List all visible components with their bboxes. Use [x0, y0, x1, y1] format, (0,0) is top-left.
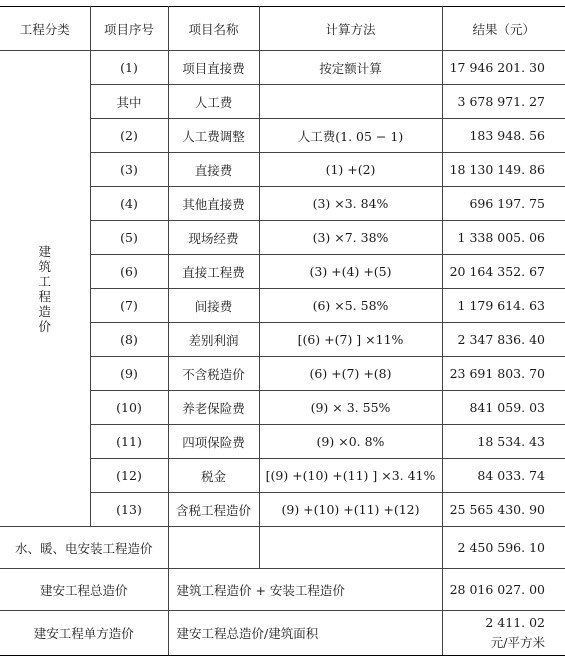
header-result: 结果（元） — [442, 7, 565, 51]
result-value: 23 691 803. 70 — [442, 357, 565, 391]
item-no: (2) — [90, 119, 168, 153]
item-name: 人工费 — [168, 85, 259, 119]
total-method: 建筑工程造价 + 安装工程造价 — [168, 569, 442, 611]
item-no: (3) — [90, 153, 168, 187]
calc-method: (9) × 3. 55% — [259, 391, 442, 425]
header-item-name: 项目名称 — [168, 7, 259, 51]
install-result: 2 450 596. 10 — [442, 527, 565, 569]
result-value: 3 678 971. 27 — [442, 85, 565, 119]
item-no: (12) — [90, 459, 168, 493]
calc-method: (1) +(2) — [259, 153, 442, 187]
item-no: 其中 — [90, 85, 168, 119]
calc-method: (9) +(10) +(11) +(12) — [259, 493, 442, 527]
calc-method: (9) ×0. 8% — [259, 425, 442, 459]
result-value: 841 059. 03 — [442, 391, 565, 425]
install-empty-name — [168, 527, 259, 569]
calc-method: 人工费(1. 05 − 1) — [259, 119, 442, 153]
calc-method: (3) ×7. 38% — [259, 221, 442, 255]
result-value: 1 338 005. 06 — [442, 221, 565, 255]
total-label: 建安工程总造价 — [0, 569, 168, 611]
result-value: 183 948. 56 — [442, 119, 565, 153]
item-no: (1) — [90, 51, 168, 85]
group-label: 建筑工程造价 — [0, 51, 90, 527]
item-no: (6) — [90, 255, 168, 289]
calc-method: 按定额计算 — [259, 51, 442, 85]
unit-cost-row — [0, 611, 565, 656]
total-row — [0, 569, 565, 611]
calc-method: [(9) +(10) +(11) ] ×3. 41% — [259, 459, 442, 493]
table-row — [0, 51, 565, 85]
item-no: (9) — [90, 357, 168, 391]
item-name: 四项保险费 — [168, 425, 259, 459]
calc-method: (6) ×5. 58% — [259, 289, 442, 323]
item-name: 直接费 — [168, 153, 259, 187]
result-value: 25 565 430. 90 — [442, 493, 565, 527]
item-no: (4) — [90, 187, 168, 221]
unit-value: 2 411. 02 — [485, 615, 545, 630]
result-value: 2 347 836. 40 — [442, 323, 565, 357]
item-name: 人工费调整 — [168, 119, 259, 153]
item-no: (13) — [90, 493, 168, 527]
result-value: 18 130 149. 86 — [442, 153, 565, 187]
header-item-no: 项目序号 — [90, 7, 168, 51]
item-name: 项目直接费 — [168, 51, 259, 85]
item-name: 不含税造价 — [168, 357, 259, 391]
unit-unit: 元/平方米 — [490, 635, 545, 650]
result-value: 20 164 352. 67 — [442, 255, 565, 289]
install-label: 水、暖、电安装工程造价 — [0, 527, 168, 569]
header-row — [0, 7, 565, 51]
total-result: 28 016 027. 00 — [442, 569, 565, 611]
unit-method: 建安工程总造价/建筑面积 — [168, 611, 442, 656]
install-row — [0, 527, 565, 569]
item-no: (5) — [90, 221, 168, 255]
item-no: (10) — [90, 391, 168, 425]
item-name: 差别利润 — [168, 323, 259, 357]
unit-result — [442, 611, 565, 656]
item-no: (11) — [90, 425, 168, 459]
calc-method: [(6) +(7) ] ×11% — [259, 323, 442, 357]
calc-method: (6) +(7) +(8) — [259, 357, 442, 391]
unit-label: 建安工程单方造价 — [0, 611, 168, 656]
item-name: 税金 — [168, 459, 259, 493]
cost-table — [0, 6, 565, 656]
item-name: 间接费 — [168, 289, 259, 323]
result-value: 1 179 614. 63 — [442, 289, 565, 323]
result-value: 18 534. 43 — [442, 425, 565, 459]
header-category: 工程分类 — [0, 7, 90, 51]
result-value: 17 946 201. 30 — [442, 51, 565, 85]
header-method: 计算方法 — [259, 7, 442, 51]
calc-method: (3) +(4) +(5) — [259, 255, 442, 289]
item-name: 直接工程费 — [168, 255, 259, 289]
item-no: (7) — [90, 289, 168, 323]
item-name: 含税工程造价 — [168, 493, 259, 527]
item-name: 其他直接费 — [168, 187, 259, 221]
item-name: 现场经费 — [168, 221, 259, 255]
result-value: 696 197. 75 — [442, 187, 565, 221]
calc-method — [259, 85, 442, 119]
item-no: (8) — [90, 323, 168, 357]
item-name: 养老保险费 — [168, 391, 259, 425]
calc-method: (3) ×3. 84% — [259, 187, 442, 221]
result-value: 84 033. 74 — [442, 459, 565, 493]
install-empty-method — [259, 527, 442, 569]
